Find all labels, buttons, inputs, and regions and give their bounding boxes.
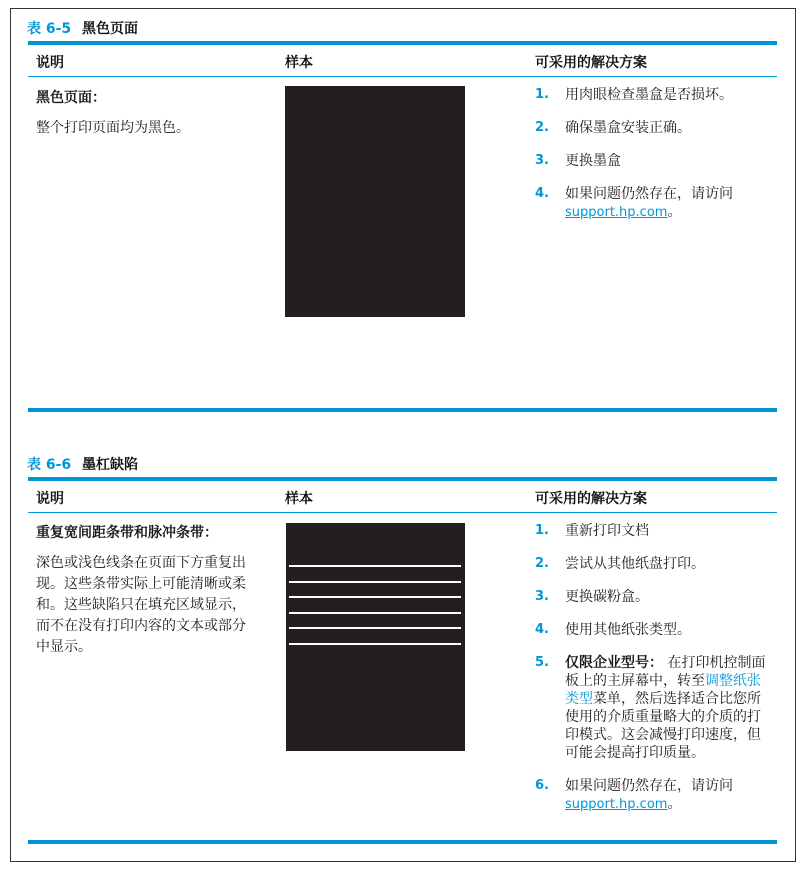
table2-steps xyxy=(535,522,773,814)
table2-step-4 xyxy=(535,621,773,639)
table1-header-rule xyxy=(28,76,777,77)
table1-header-desc: 说明 xyxy=(36,55,64,71)
sample-band xyxy=(289,643,461,645)
step-text: 如果问题仍然存在，请访问 xyxy=(565,778,733,794)
sample-band xyxy=(289,596,461,598)
table2-header-solution: 可采用的解决方案 xyxy=(535,491,647,507)
step-text: 如果问题仍然存在，请访问 xyxy=(565,186,733,202)
adjust-paper-type-menu: 调整纸张类型 xyxy=(565,673,761,707)
table2-top-rule xyxy=(28,477,777,481)
table2-step-6 xyxy=(535,777,773,814)
table1-step-2 xyxy=(535,119,775,137)
step-number: 2. xyxy=(535,120,549,135)
table1-step-3 xyxy=(535,152,775,170)
step-number: 3. xyxy=(535,153,549,168)
sample-band xyxy=(289,627,461,629)
step-text: 菜单，然后选择适合比您所使用的介质重量略大的介质的打印模式。这会减慢打印速度，但可能会提高打印质量。 xyxy=(565,691,761,761)
step-text: 用肉眼检查墨盒是否损坏。 xyxy=(565,87,733,103)
table2-caption xyxy=(27,454,138,474)
step-text: 更换碳粉盒。 xyxy=(565,589,649,605)
table1-bottom-rule xyxy=(28,408,777,412)
table2-number: 表 6-6 xyxy=(27,457,72,473)
table2-step-5 xyxy=(535,654,773,762)
table1-top-rule xyxy=(28,41,777,45)
sample-band xyxy=(289,612,461,614)
banding-sample xyxy=(286,523,465,751)
step-text: 更换墨盒 xyxy=(565,153,621,169)
enterprise-only-label: 仅限企业型号： xyxy=(565,655,663,671)
step-number: 5. xyxy=(535,655,549,670)
sample-band xyxy=(289,581,461,583)
step-text: 重新打印文档 xyxy=(565,523,649,539)
desc-line: 而不在没有打印内容的文本或部分 xyxy=(36,618,246,634)
table1-header-solution: 可采用的解决方案 xyxy=(535,55,647,71)
table1-title: 黑色页面 xyxy=(82,21,139,37)
table1-step-4 xyxy=(535,185,775,222)
support-link[interactable]: support.hp.com xyxy=(565,797,668,812)
table2-issue-title: 重复宽间距条带和脉冲条带： xyxy=(36,525,218,541)
step-number: 4. xyxy=(535,622,549,637)
table2-header-sample: 样本 xyxy=(285,491,313,507)
table2-step-2 xyxy=(535,555,773,573)
table2-issue-desc xyxy=(36,553,276,658)
table2-step-3 xyxy=(535,588,773,606)
step-number: 3. xyxy=(535,589,549,604)
desc-line: 中显示。 xyxy=(36,639,92,655)
desc-line: 现。这些条带实际上可能清晰或柔 xyxy=(36,576,246,592)
table1-issue-title: 黑色页面： xyxy=(36,90,106,106)
step-suffix: 。 xyxy=(667,204,682,220)
table2-step-1 xyxy=(535,522,773,540)
step-number: 4. xyxy=(535,186,549,201)
table2-header-desc: 说明 xyxy=(36,491,64,507)
table1-header-sample: 样本 xyxy=(285,55,313,71)
desc-line: 和。这些缺陷只在填充区域显示， xyxy=(36,597,246,613)
table1-steps xyxy=(535,86,775,222)
step-text: 在打印机控制面板上的主屏幕中，转至 xyxy=(565,655,766,689)
step-suffix: 。 xyxy=(667,796,682,812)
sample-band xyxy=(289,565,461,567)
step-text: 尝试从其他纸盘打印。 xyxy=(565,556,705,572)
table1-number: 表 6-5 xyxy=(27,21,72,37)
table2-title: 墨杠缺陷 xyxy=(82,457,139,473)
table1-caption xyxy=(27,18,138,38)
black-page-sample xyxy=(285,86,465,317)
table2-header-rule xyxy=(28,512,777,513)
table2-bottom-rule xyxy=(28,840,777,844)
table1-step-1 xyxy=(535,86,775,104)
step-number: 2. xyxy=(535,556,549,571)
desc-line: 深色或浅色线条在页面下方重复出 xyxy=(36,555,246,571)
step-number: 1. xyxy=(535,523,549,538)
step-text: 确保墨盒安装正确。 xyxy=(565,120,691,136)
step-number: 6. xyxy=(535,778,549,793)
table1-issue-desc: 整个打印页面均为黑色。 xyxy=(36,120,190,136)
support-link[interactable]: support.hp.com xyxy=(565,205,668,220)
step-text: 使用其他纸张类型。 xyxy=(565,622,691,638)
step-number: 1. xyxy=(535,87,549,102)
